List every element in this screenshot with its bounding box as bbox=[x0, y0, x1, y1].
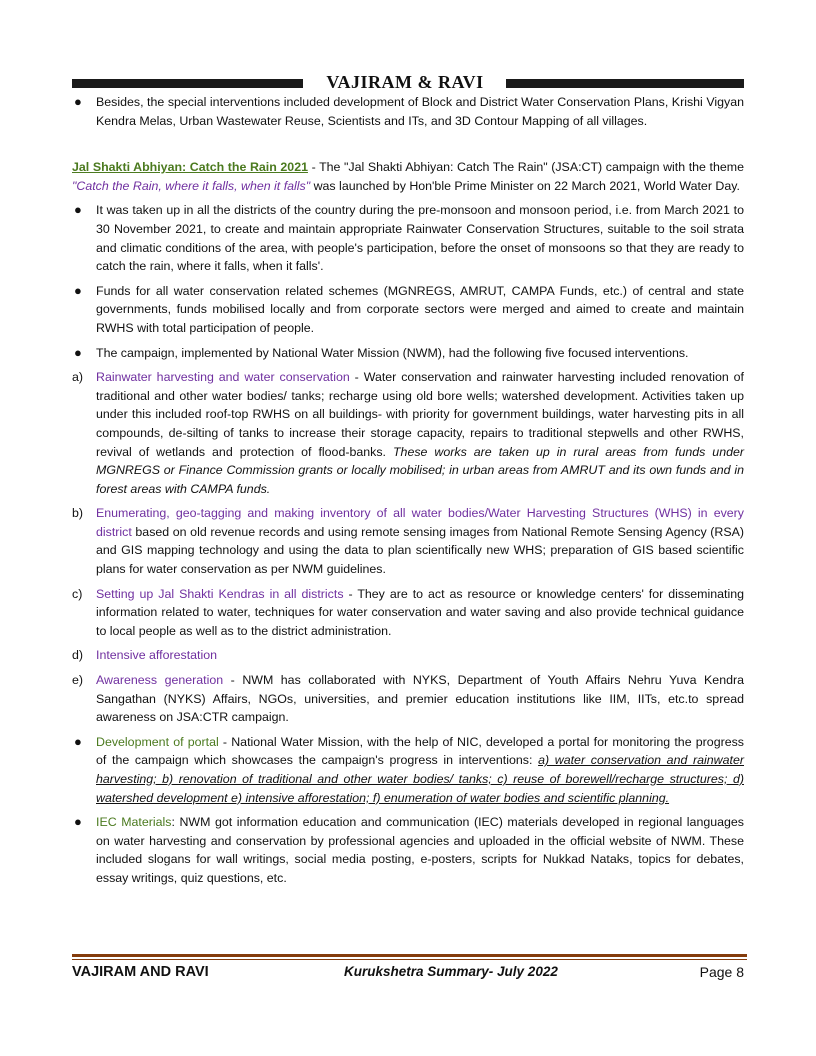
bullet-icon: ● bbox=[74, 814, 82, 830]
iec-bullet: ● IEC Materials: NWM got information education and communication (IEC) materials developed in regional languages on water harvesting and conservation by professional agencies and uploaded in the official website of NWM. These included slogans for wall writings, social media posting, e-posters, scripts for Nukkad Nataks, topics for debates, essay writings, quiz questions, etc. bbox=[74, 814, 744, 885]
intervention-title: Rainwater harvesting and water conservation bbox=[96, 370, 350, 385]
intervention-e: e) Awareness generation - NWM has collaborated with NYKS, Department of Youth Affairs Nehru Yuva Kendra Sangathan (NYKS) Affairs, NGOs, universities, and premier education institutions like IIM, IITs, etc.to spread awareness on JSA:CTR campaign. bbox=[72, 673, 744, 725]
bullet-icon: ● bbox=[74, 344, 82, 360]
header-title: VAJIRAM & RAVI bbox=[326, 72, 484, 92]
bullet-icon: ● bbox=[74, 202, 82, 218]
bullet-icon: ● bbox=[74, 282, 82, 298]
footer-rule-thin bbox=[72, 959, 747, 960]
intervention-title: Enumerating, geo-tagging and making inventory of all water bodies/Water Harvesting Structures (WHS) in every district bbox=[96, 506, 744, 539]
section-heading: Jal Shakti Abhiyan: Catch the Rain 2021 bbox=[72, 160, 308, 175]
intervention-d: d) Intensive afforestation bbox=[72, 648, 218, 663]
page-number: Page 8 bbox=[699, 964, 744, 980]
bullet-item: ● Funds for all water conservation related schemes (MGNREGS, AMRUT, CAMPA Funds, etc.) of central and state governments, funds mobilised locally and from corporate sectors were merged and aimed to create and maintain RWHS with total participation of people. bbox=[74, 282, 744, 335]
portal-bullet: ● Development of portal - National Water Mission, with the help of NIC, developed a portal for monitoring the progress of the campaign which showcases the campaign's progress in interventions: a) water conservation and rainwater harvesting; b) renovation of traditional and other water bodies/ tanks; c) reuse of borewell/recharge structures; d) watershed development e) intensive afforestation; f) enumeration of water bodies and scientific planning. bbox=[74, 733, 744, 805]
bullet-icon: ● bbox=[74, 94, 82, 109]
intervention-title: Setting up Jal Shakti Kendras in all districts bbox=[96, 586, 344, 601]
portal-title: Development of portal bbox=[96, 734, 219, 749]
intervention-b: b) Enumerating, geo-tagging and making inventory of all water bodies/Water Harvesting Structures (WHS) in every district based on old revenue records and using remote sensing images from National Remote Sensing Agency (RSA) and GIS mapping technology and using the data to plan scientifically new WHS; preparation of GIS based scientific plans for water conservation as per NWM guidelines. bbox=[72, 506, 744, 577]
footer-brand: VAJIRAM AND RAVI bbox=[72, 964, 209, 980]
page-content bbox=[72, 93, 744, 888]
section-intro: Jal Shakti Abhiyan: Catch the Rain 2021 - The "Jal Shakti Abhiyan: Catch The Rain" (JSA:CT) campaign with the theme "Catch the Rain, where it falls, when it falls" was launched by Hon'ble Prime Minister on 22 March 2021, World Water Day. bbox=[72, 160, 744, 193]
campaign-theme: "Catch the Rain, where it falls, when it falls" bbox=[72, 178, 311, 193]
page-footer bbox=[72, 964, 744, 984]
bullet-item: ● It was taken up in all the districts of the country during the pre-monsoon and monsoon period, i.e. from March 2021 to 30 November 2021, to create and maintain appropriate Rainwater Conservation Structures, suitable to the soil strata and climatic conditions of the area, with people's participation, before the onset of monsoons so that they are ready to catch the rain, where it falls, when it falls'. bbox=[74, 202, 744, 274]
footer-rule bbox=[72, 954, 747, 957]
footer-summary: Kurukshetra Summary- July 2022 bbox=[344, 964, 558, 979]
intro-bullet: ● Besides, the special interventions included development of Block and District Water Conservation Plans, Krishi Vigyan Kendra Melas, Urban Wastewater Reuse, Scientists and ITs, and 3D Contour Mapping of all villages. bbox=[74, 94, 744, 128]
bullet-icon: ● bbox=[74, 733, 82, 749]
intervention-a: a) Rainwater harvesting and water conservation - Water conservation and rainwater harvesting included renovation of traditional and other water bodies/ tanks; recharge using old bore wells; watershed development. Activities taken up under this included roof-top RWHS on all buildings- with priority for government buildings, water harvesting pits in all compounds, de-silting of tanks to increase their storage capacity, repairs to traditional stepwells and other RWHS, revival of wetlands and protection of flood-banks. These works are taken up in rural areas from funds under MGNREGS or Finance Commission grants or locally mobilised; in urban areas from AMRUT and its own funds and in forest areas with CAMPA funds. bbox=[72, 370, 745, 496]
header-rule-left bbox=[72, 79, 303, 88]
header-rule-right bbox=[506, 79, 744, 88]
bullet-item: ● The campaign, implemented by National Water Mission (NWM), had the following five focused interventions. bbox=[72, 344, 744, 363]
iec-title: IEC Materials bbox=[96, 815, 172, 830]
portal-interventions: a) water conservation and rainwater harvesting; b) renovation of traditional and other water bodies/ tanks; c) reuse of borewell/recharge structures; d) watershed development e) intensive afforestation; f) enumeration of water bodies and scientific planning. bbox=[96, 753, 744, 805]
intervention-title: Intensive afforestation bbox=[96, 648, 218, 663]
intervention-c: c) Setting up Jal Shakti Kendras in all districts - They are to act as resource or knowledge centers' for disseminating information related to water, techniques for water conservation and water saving and also provide technical guidance to local people as well as to the district administration. bbox=[72, 586, 744, 638]
intervention-title: Awareness generation bbox=[96, 673, 224, 688]
